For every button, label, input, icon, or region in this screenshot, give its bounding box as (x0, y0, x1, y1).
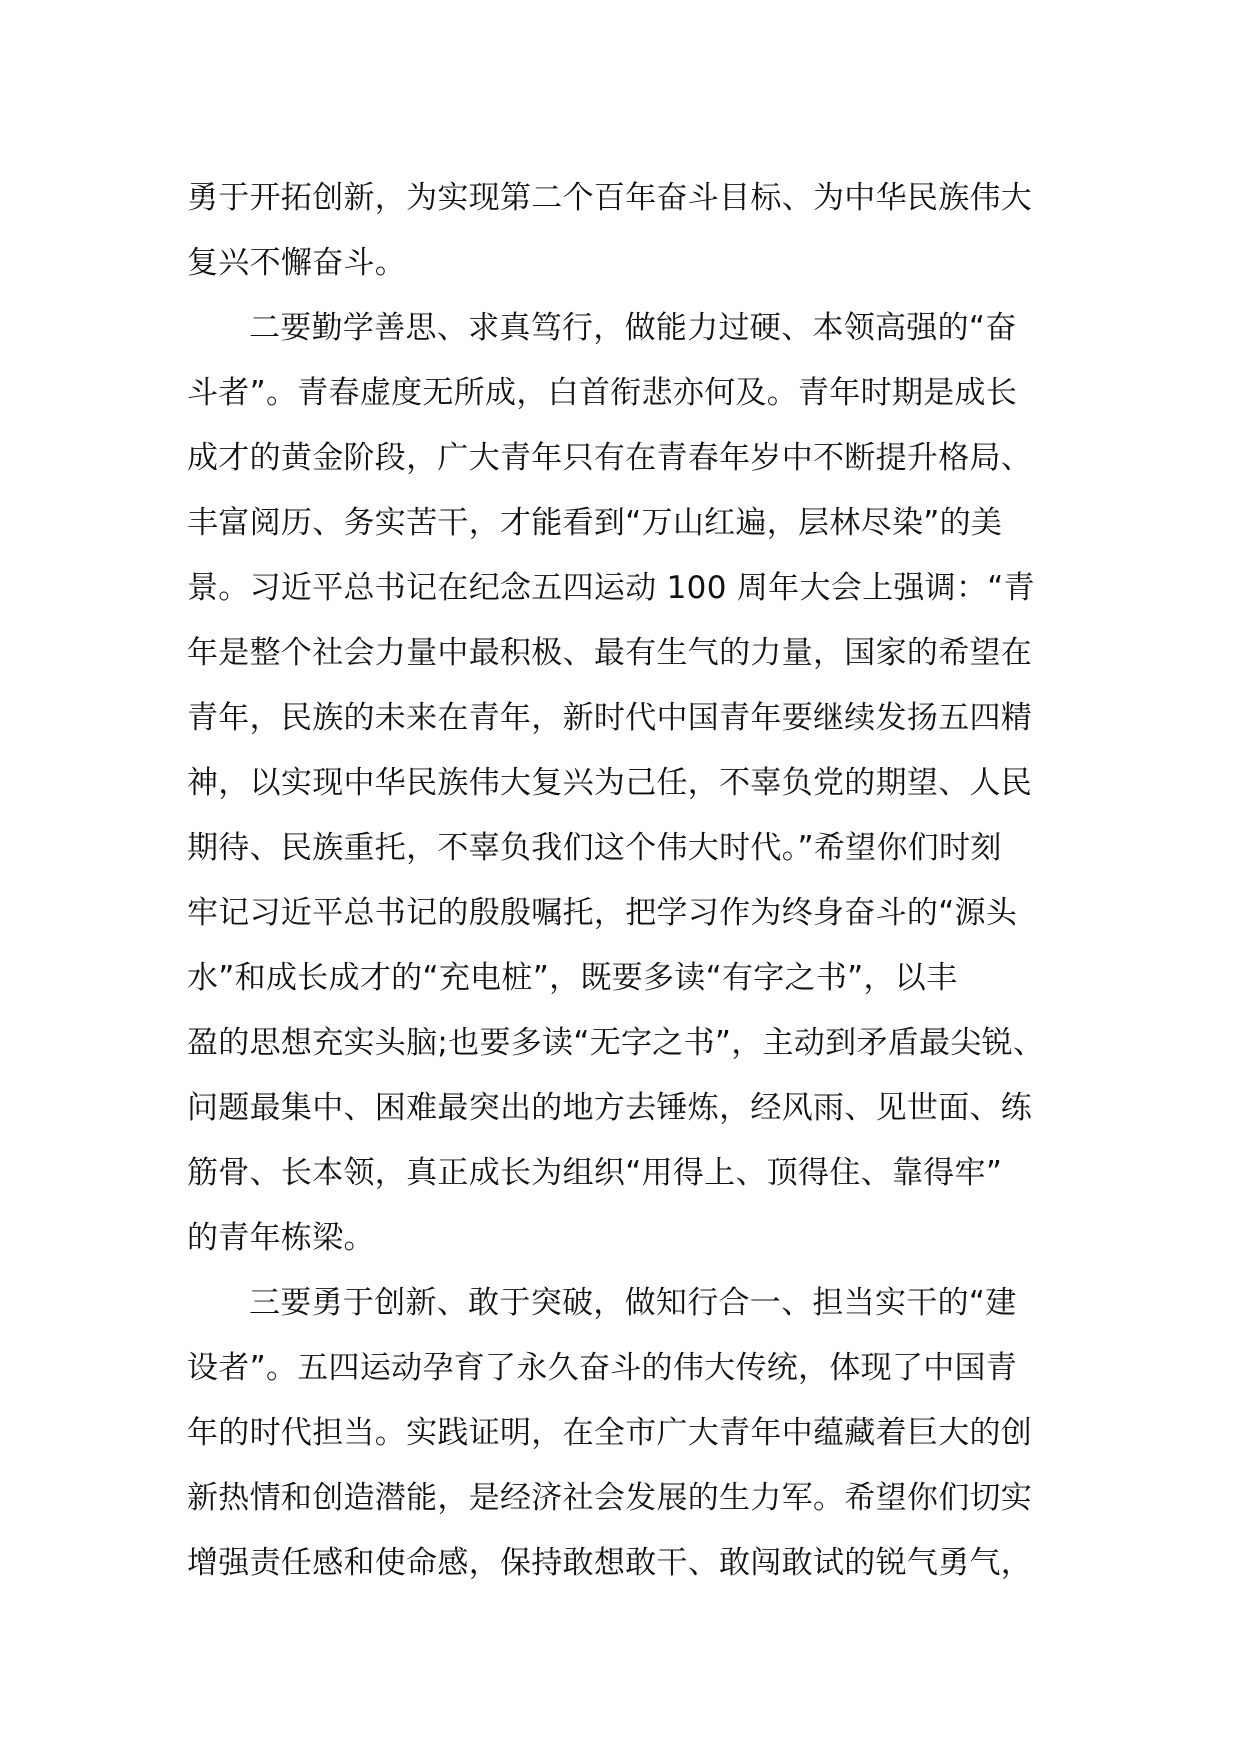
text-line: 盈的思想充实头脑;也要多读“无字之书”，主动到矛盾最尖锐、 (187, 1025, 1045, 1061)
text-line: 期待、民族重托，不辜负我们这个伟大时代。”希望你们时刻 (187, 830, 1002, 866)
paragraph-continuation (187, 166, 1057, 296)
text-line: 的青年栋梁。 (187, 1220, 375, 1256)
text-line: 二要勤学善思、求真笃行，做能力过硬、本领高强的“奋 (249, 310, 1017, 346)
text-line: 设者”。五四运动孕育了永久奋斗的伟大传统，体现了中国青 (187, 1350, 1018, 1386)
text-line: 问题最集中、困难最突出的地方去锤炼，经风雨、见世面、练 (187, 1090, 1033, 1126)
text-line: 新热情和创造潜能，是经济社会发展的生力军。希望你们切实 (187, 1480, 1033, 1516)
document-body (187, 166, 1057, 1596)
text-line: 水”和成长成才的“充电桩”，既要多读“有字之书”，以丰 (187, 960, 958, 996)
paragraph-point-two (187, 296, 1057, 1271)
text-line: 勇于开拓创新，为实现第二个百年奋斗目标、为中华民族伟大 (187, 180, 1033, 216)
text-line: 年的时代担当。实践证明，在全市广大青年中蕴藏着巨大的创 (187, 1415, 1033, 1451)
paragraph-point-three (187, 1271, 1057, 1596)
text-line: 复兴不懈奋斗。 (187, 245, 407, 281)
text-line: 神，以实现中华民族伟大复兴为己任，不辜负党的期望、人民 (187, 765, 1033, 801)
text-line: 增强责任感和使命感，保持敢想敢干、敢闯敢试的锐气勇气， (187, 1545, 1033, 1581)
text-line: 年是整个社会力量中最积极、最有生气的力量，国家的希望在 (187, 635, 1033, 671)
text-line: 青年，民族的未来在青年，新时代中国青年要继续发扬五四精 (187, 700, 1033, 736)
text-line: 三要勇于创新、敢于突破，做知行合一、担当实干的“建 (249, 1285, 1017, 1321)
text-line: 筋骨、长本领，真正成长为组织“用得上、顶得住、靠得牢” (187, 1155, 1003, 1191)
text-line: 斗者”。青春虚度无所成，白首衔悲亦何及。青年时期是成长 (187, 375, 1018, 411)
text-line: 牢记习近平总书记的殷殷嘱托，把学习作为终身奋斗的“源头 (187, 895, 1018, 931)
text-line: 成才的黄金阶段，广大青年只有在青春年岁中不断提升格局、 (187, 440, 1033, 476)
text-line: 景。习近平总书记在纪念五四运动 100 周年大会上强调：“青 (187, 570, 1035, 606)
text-line: 丰富阅历、务实苦干，才能看到“万山红遍，层林尽染”的美 (187, 505, 1003, 541)
